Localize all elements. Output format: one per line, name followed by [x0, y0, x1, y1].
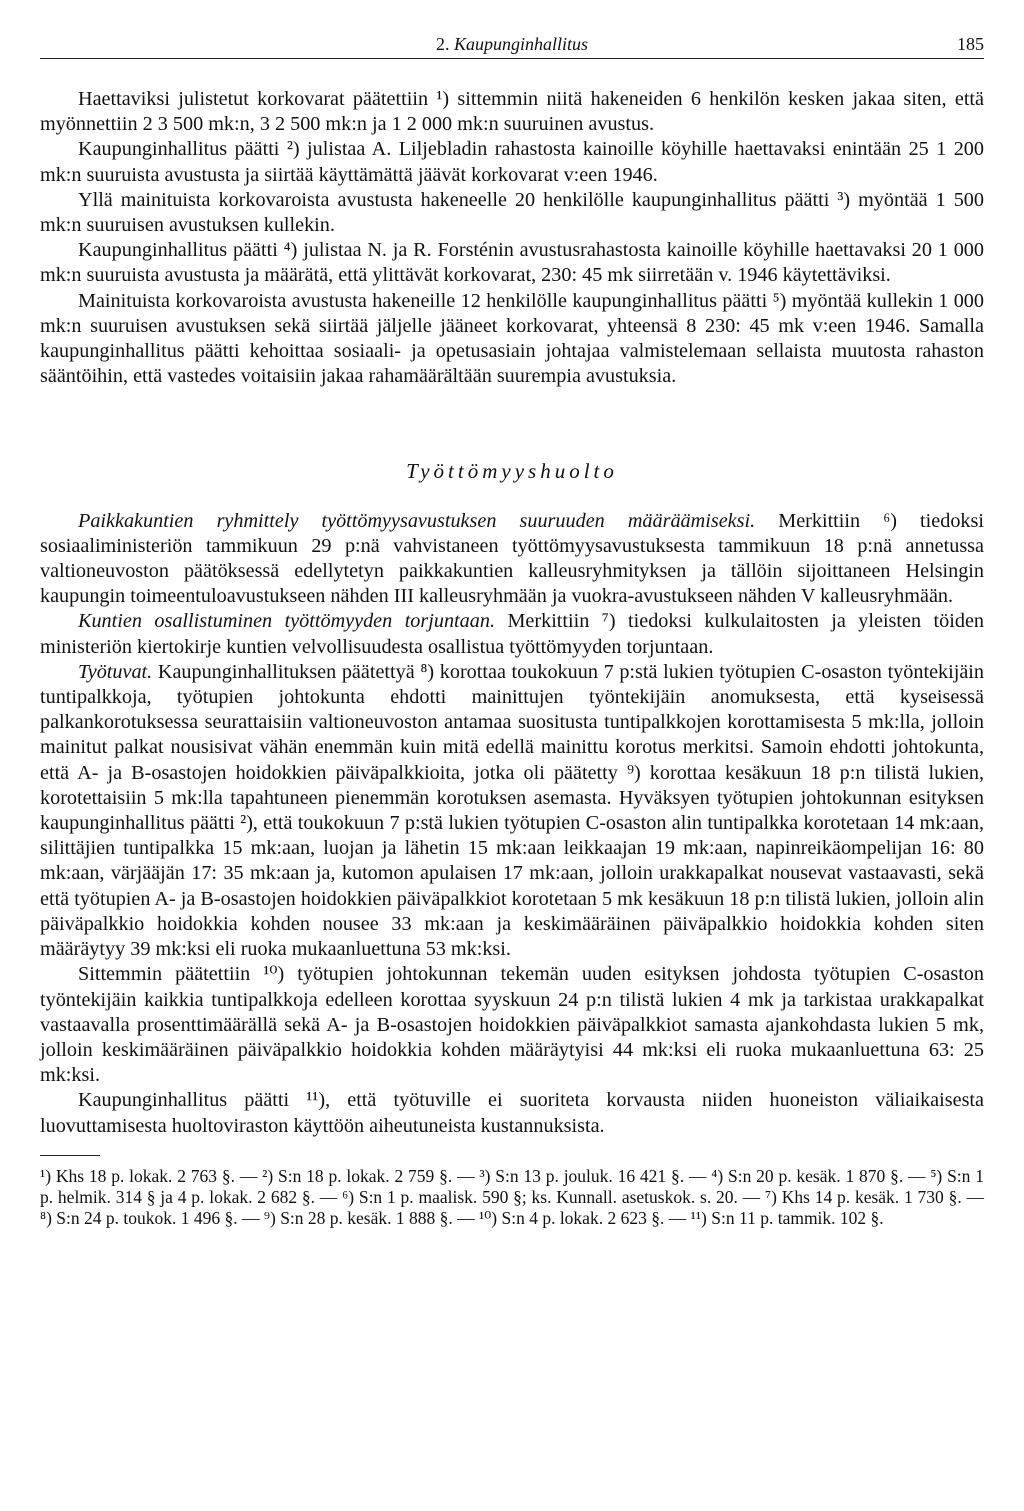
paragraph: Mainituista korkovaroista avustusta hakeneille 12 henkilölle kaupunginhallitus päätti ⁵) myöntää kullekin 1 000 mk:n suuruisen avustuksen sekä siirtää jäljelle jääneet korkovarat, yhteensä 8 230: 45 mk v:een 1946. Samalla kaupunginhallitus päätti kehoittaa sosiaali- ja opetusasiain johtajaa valmistelemaan sellaista muutosta rahaston sääntöihin, että vastedes voitaisiin jakaa rahamäärältään suurempia avustuksia.	[40, 289, 984, 388]
body-text	[40, 87, 984, 1229]
paragraph: Kaupunginhallitus päätti ⁴) julistaa N. ja R. Forsténin avustusrahastosta kainoille köyhille haettavaksi 20 1 000 mk:n suuruista avustusta ja määrätä, että ylittävät korkovarat, 230: 45 mk siirretään v. 1946 käytettäviksi.	[40, 239, 984, 287]
paragraph	[40, 509, 984, 610]
chapter-number: 2.	[435, 34, 450, 54]
document-page	[40, 28, 984, 1229]
footnotes	[40, 1155, 984, 1229]
chapter-heading	[40, 34, 984, 55]
paragraph: Haettaviksi julistetut korkovarat päätettiin ¹) sittemmin niitä hakeneiden 6 henkilön kesken jakaa siten, että myönnettiin 2 3 500 mk:n, 3 2 500 mk:n ja 1 2 000 mk:n suuruinen avustus.	[40, 88, 984, 136]
paragraph	[40, 962, 984, 1088]
paragraph-lead: Työtuvat.	[78, 660, 153, 683]
paragraph: Yllä mainituista korkovaroista avustusta hakeneelle 20 henkilölle kaupunginhallitus päätti ³) myöntää 1 500 mk:n suuruisen avustuksen kullekin.	[40, 188, 984, 237]
footnote-rule	[40, 1155, 100, 1156]
paragraph-text: Sittemmin päätettiin ¹⁰) työtupien johtokunnan tekemän uuden esityksen johdosta työtupien C-osaston työntekijäin kaikkia tuntipalkkoja edelleen korottaa syyskuun 24 p:n tilistä lukien 4 mk ja tarkistaa urakkapalkat vastaavalla prosenttimäärällä sekä A- ja B-osastojen hoidokkien päiväpalkkiot samasta ajankohdasta lukien 5 mk, jolloin keskimääräinen päiväpalkkio hoidokkia kohden määräytyisi 44 mk:ksi eli ruoka mukaanluettuna 63: 25 mk:ksi.	[40, 963, 984, 1087]
paragraph	[40, 609, 984, 659]
paragraph-text: Merkittiin ⁷) tiedoksi kulkulaitosten ja yleisten töiden ministeriön kiertokirje kuntien velvollisuudesta osallistua työttömyyden torjuntaan.	[40, 610, 984, 658]
footnote-text: ¹) Khs 18 p. lokak. 2 763 §. — ²) S:n 18 p. lokak. 2 759 §. — ³) S:n 13 p. jouluk. 16 421 §. — ⁴) S:n 20 p. kesäk. 1 870 §. — ⁵) S:n 1 p. helmik. 314 § ja 4 p. lokak. 2 682 §. — ⁶) S:n 1 p. maalisk. 590 §; ks. Kunnall. asetuskok. s. 20. — ⁷) Khs 14 p. kesäk. 1 730 §. — ⁸) S:n 24 p. toukok. 1 496 §. — ⁹) S:n 28 p. kesäk. 1 888 §. — ¹⁰) S:n 4 p. lokak. 2 623 §. — ¹¹) S:n 11 p. tammik. 102 §.	[40, 1165, 984, 1228]
paragraph-text: Kaupunginhallitus päätti ¹¹), että työtuville ei suoriteta korvausta niiden huoneiston väliaikaisesta luovuttamisesta huoltoviraston käyttöön aiheutuneista kustannuksista.	[40, 1089, 984, 1137]
paragraph: Kaupunginhallitus päätti ²) julistaa A. Liljebladin rahastosta kainoille köyhille haettavaksi enintään 25 1 200 mk:n suuruista avustusta ja siirtää käyttämättä jäävät korkovarat v:een 1946.	[40, 138, 984, 186]
page-number: 185	[957, 34, 984, 54]
paragraph-lead: Paikkakuntien ryhmittely työttömyysavustuksen suuruuden määräämiseksi.	[78, 509, 756, 532]
chapter-title: Kaupunginhallitus	[453, 34, 588, 54]
running-header	[40, 28, 984, 59]
paragraph-lead: Kuntien osallistuminen työttömyyden torjuntaan.	[78, 610, 495, 633]
paragraph-text: Merkittiin ⁶) tiedoksi sosiaaliministeriön tammikuun 29 p:nä vahvistaneen työttömyysavustuksesta tammikuun 18 p:nä annetussa valtioneuvoston päätöksessä edellytetyn paikkakuntien kalleusryhmityksen ja tällöin sijoittaneen Helsingin kaupungin toimeentuloavustukseen nähden III kalleusryhmään ja vuokra-avustukseen nähden V kalleusryhmään.	[40, 509, 984, 608]
paragraph	[40, 1088, 984, 1138]
paragraph-text: Kaupunginhallituksen päätettyä ⁸) korottaa toukokuun 7 p:stä lukien työtupien C-osaston työntekijäin tuntipalkkoja, työtupien johtokunta ehdotti mainittujen työntekijäin anomuksesta, että kyseisessä palkankorotuksessa seurattaisiin valtioneuvoston antamaa suositusta tuntipalkkojen korottamisesta 5 mk:lla, jolloin mainitut palkat nousisivat vähän enemmän kuin mitä edellä mainittu korotus merkitsi. Samoin ehdotti johtokunta, että A- ja B-osastojen hoidokkien päiväpalkkioita, jotka oli päätetty ⁹) korottaa kesäkuun 18 p:n tilistä lukien, korotettaisiin 5 mk:lla tapahtuneen pienemmän korotuksen asemasta. Hyväksyen työtupien johtokunnan esityksen kaupunginhallitus päätti ²), että toukokuun 7 p:stä lukien työtupien C-osaston alin tuntipalkka korotetaan 14 mk:aan, silittäjien tuntipalkka 15 mk:aan, luojan ja lähetin 15 mk:aan leikkaajan 19 mk:aan, napinreikäompelijan 16: 80 mk:aan, värjääjän 17: 35 mk:aan ja, kutomon apulaisen 17 mk:aan, jolloin urakkapalkat nousevat vastaavasti, sekä että työtupien A- ja B-osastojen hoidokkien päiväpalkkiot korotetaan 5 mk kesäkuun 18 p:n tilistä lukien, jolloin alin päiväpalkkio hoidokkia kohden nousee 33 mk:aan ja keskimääräinen päiväpalkkio hoidokkia kohden siten määräytyy 39 mk:ksi eli ruoka mukaanluettuna 53 mk:ksi.	[40, 660, 984, 961]
section-title: Työttömyyshuolto	[406, 459, 618, 484]
paragraph	[40, 660, 984, 962]
